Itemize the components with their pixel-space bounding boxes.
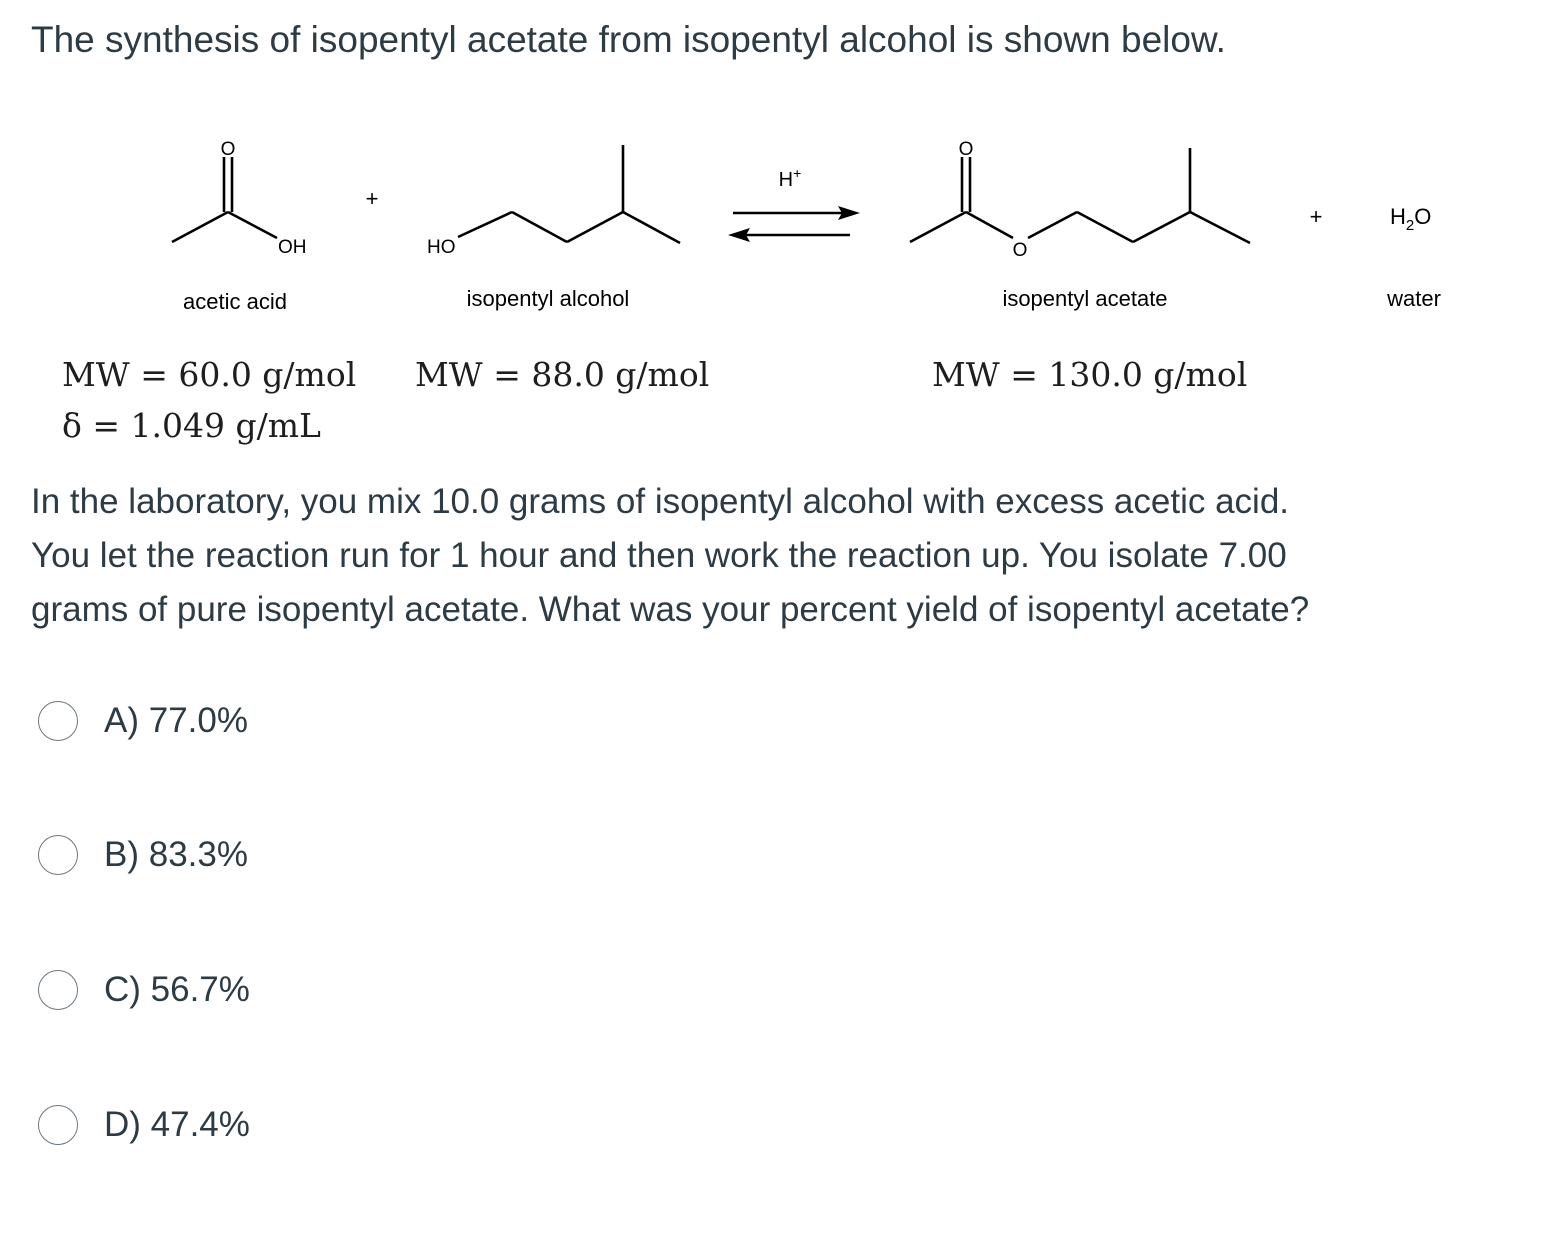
- option-c-label: C) 56.7%: [104, 970, 250, 1009]
- isopentyl-acetate-structure: [910, 148, 1250, 243]
- acetic-acid-name: acetic acid: [183, 289, 287, 314]
- option-d[interactable]: [38, 1101, 250, 1149]
- radio-button-d[interactable]: [38, 1105, 78, 1145]
- isopentyl-alcohol-structure: [458, 145, 680, 243]
- option-a-label: A) 77.0%: [104, 701, 248, 740]
- radio-button-c[interactable]: [38, 970, 78, 1010]
- isopentyl-acetate-mw: MW = 130.0 g/mol: [932, 355, 1248, 394]
- water-formula: $H_2O$: [1390, 204, 1432, 234]
- isopentyl-acetate-name: isopentyl acetate: [1002, 286, 1168, 311]
- water-name: water: [1387, 286, 1441, 311]
- option-d-label: D) 47.4%: [104, 1105, 250, 1144]
- question-line: In the laboratory, you mix 10.0 grams of isopentyl alcohol with excess acetic acid.: [31, 482, 1290, 521]
- acetic-acid-structure: [172, 157, 277, 242]
- question-line: grams of pure isopentyl acetate. What was your percent yield of isopentyl acetate?: [31, 590, 1310, 629]
- question-line: You let the reaction run for 1 hour and then work the reaction up. You isolate 7.00: [31, 536, 1287, 575]
- plus-sign-1: +: [365, 186, 379, 211]
- radio-button-a[interactable]: [38, 701, 78, 741]
- option-b[interactable]: [38, 831, 248, 879]
- question-title: The synthesis of isopentyl acetate from isopentyl alcohol is shown below.: [31, 19, 1226, 60]
- isopentyl-alcohol-name: isopentyl alcohol: [466, 286, 630, 311]
- option-c[interactable]: [38, 966, 250, 1014]
- question-text: [31, 475, 1531, 637]
- isopentyl-acetate-ester-o: O: [1012, 240, 1028, 261]
- equilibrium-arrows: [728, 206, 860, 242]
- reaction-scheme: [0, 100, 1544, 320]
- catalyst-label: H+: [778, 165, 802, 191]
- isopentyl-alcohol-ho: HO: [427, 237, 456, 258]
- acetic-acid-carbonyl-o: O: [220, 139, 236, 160]
- acetic-acid-mw: MW = 60.0 g/mol: [62, 355, 357, 394]
- isopentyl-alcohol-mw: MW = 88.0 g/mol: [415, 355, 710, 394]
- plus-sign-2: +: [1309, 204, 1323, 229]
- option-a[interactable]: [38, 697, 248, 745]
- acetic-acid-density: δ = 1.049 g/mL: [62, 406, 321, 445]
- option-b-label: B) 83.3%: [104, 835, 248, 874]
- isopentyl-acetate-carbonyl-o: O: [958, 139, 974, 160]
- acetic-acid-oh: OH: [278, 237, 307, 258]
- radio-button-b[interactable]: [38, 835, 78, 875]
